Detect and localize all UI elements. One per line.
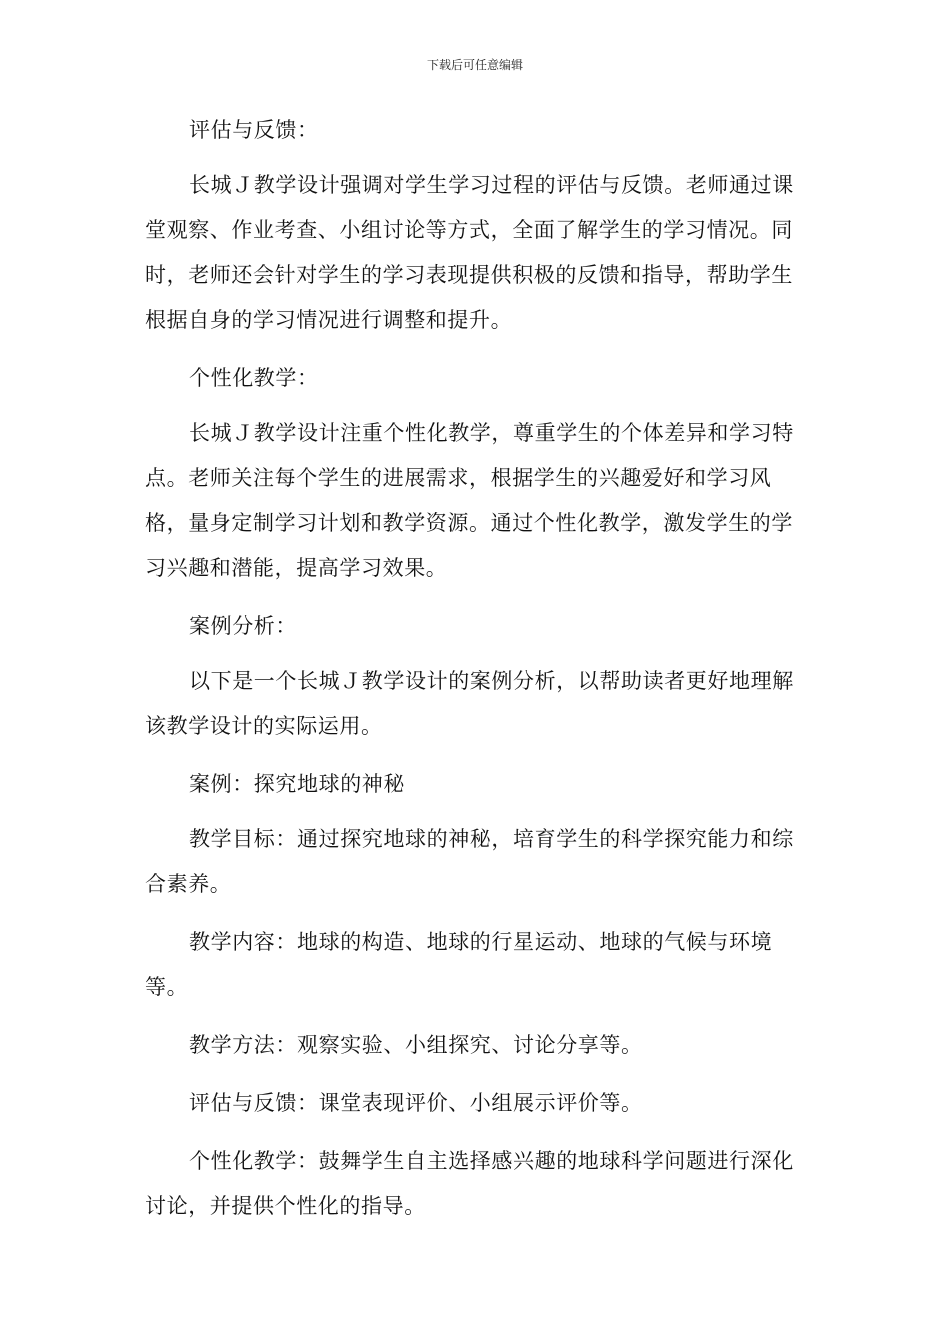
case-evaluation: 评估与反馈：课堂表现评价、小组展示评价等。 bbox=[189, 1091, 643, 1115]
case-teaching-method: 教学方法：观察实验、小组探究、讨论分享等。 bbox=[189, 1033, 643, 1057]
paragraph-personalized: 长城Ｊ教学设计注重个性化教学，尊重学生的个体差异和学习特点。老师关注每个学生的进展需求，根据学生的兴趣爱好和学习风格，量身定制学习计划和教学资源。通过个性化教学，激发学生的学习兴趣和潜能，提高学习效果。 bbox=[145, 421, 794, 580]
case-teaching-content: 教学内容：地球的构造、地球的行星运动、地球的气候与环境等。 bbox=[145, 930, 773, 999]
paragraph-case-intro: 以下是一个长城Ｊ教学设计的案例分析，以帮助读者更好地理解该教学设计的实际运用。 bbox=[145, 669, 794, 738]
paragraph-evaluation: 长城Ｊ教学设计强调对学生学习过程的评估与反馈。老师通过课堂观察、作业考查、小组讨论等方式，全面了解学生的学习情况。同时，老师还会针对学生的学习表现提供积极的反馈和指导，帮助学生根据自身的学习情况进行调整和提升。 bbox=[145, 173, 794, 332]
case-title: 案例：探究地球的神秘 bbox=[189, 772, 405, 796]
document-body bbox=[145, 108, 810, 1242]
section-heading-personalized: 个性化教学： bbox=[189, 366, 319, 390]
section-heading-case-analysis: 案例分析： bbox=[189, 614, 297, 638]
section-heading-evaluation: 评估与反馈： bbox=[189, 118, 319, 142]
page-header: 下载后可任意编辑 bbox=[426, 58, 523, 72]
case-personalized: 个性化教学：鼓舞学生自主选择感兴趣的地球科学问题进行深化讨论，并提供个性化的指导。 bbox=[145, 1149, 794, 1218]
case-teaching-goal: 教学目标：通过探究地球的神秘，培育学生的科学探究能力和综合素养。 bbox=[145, 827, 794, 896]
